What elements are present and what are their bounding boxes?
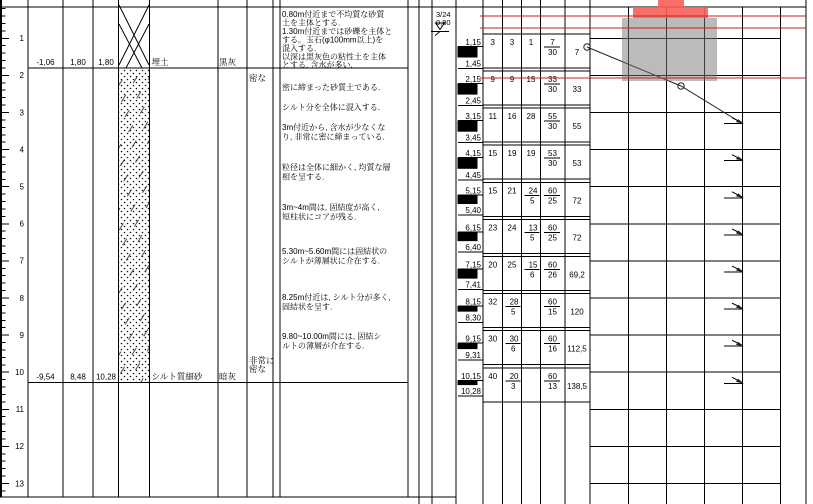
depth-label: 12 <box>15 442 24 452</box>
blow-sub-count: 6 <box>530 270 535 280</box>
blow-count: 20 <box>509 371 519 381</box>
sampler-bar <box>458 269 478 279</box>
blow-sub-count: 5 <box>530 196 535 206</box>
offscale-arrow-icon <box>724 155 744 161</box>
spt-test-row <box>458 294 591 328</box>
test-to-label: 9,31 <box>465 351 481 361</box>
blow-count: 24 <box>528 186 538 196</box>
offscale-arrow-icon <box>724 303 744 309</box>
remark-line: シルトが薄層状に介在する. <box>282 256 381 266</box>
offscale-arrow-icon <box>724 229 744 235</box>
blow-count: 19 <box>507 149 517 159</box>
blow-count: 15 <box>528 260 538 270</box>
soil-name-label: 埋土 <box>151 56 169 67</box>
blow-count: 1 <box>528 37 534 47</box>
water-tail <box>435 32 440 36</box>
test-to-label: 7,41 <box>465 280 481 290</box>
remark-line: 1.30m付近までは砂礫を主体と <box>282 27 393 36</box>
n-value: 72 <box>572 196 582 206</box>
sampler-bar <box>458 195 478 204</box>
test-from-label: 5,15 <box>465 186 481 196</box>
elevation-label: -1,06 <box>36 57 55 67</box>
blow-count: 20 <box>488 260 498 270</box>
spt-test-row <box>458 182 591 216</box>
blow-count: 11 <box>488 112 497 122</box>
depth-label: 6 <box>19 219 24 229</box>
penetration-length: 15 <box>548 307 557 317</box>
density-label: 非常に <box>249 355 275 366</box>
blow-sub-count: 3 <box>511 381 516 391</box>
thickness-label: 8,48 <box>70 372 86 382</box>
test-to-label: 6,40 <box>465 243 481 253</box>
water-date-label: 3/24 <box>436 10 451 19</box>
penetration-length: 25 <box>548 196 557 206</box>
n-value-graph <box>584 44 744 384</box>
blow-total: 60 <box>548 334 557 344</box>
blow-count: 15 <box>526 74 536 84</box>
blow-total: 55 <box>548 112 557 122</box>
penetration-length: 25 <box>548 233 557 243</box>
structure-footing-stem <box>658 0 684 7</box>
thickness-label: 1,80 <box>70 57 86 67</box>
remark-line: 固結状を呈す. <box>282 302 333 312</box>
remark-line: ルトの薄層が介在する. <box>282 341 365 351</box>
n-value: 53 <box>572 159 582 169</box>
test-to-label: 10,28 <box>460 387 481 397</box>
remark-line: 以深は黒灰色の粘性土を主体 <box>282 52 386 62</box>
spt-test-row <box>458 108 591 143</box>
depth-label: 4 <box>19 145 24 155</box>
test-from-label: 4,15 <box>465 149 481 159</box>
n-value: 112,5 <box>567 344 587 354</box>
sampler-bar <box>458 380 478 385</box>
remark-line: 混入する. <box>282 44 317 53</box>
depth-label: 10 <box>15 368 24 377</box>
spt-test-row <box>458 145 591 180</box>
remark-line: とする. 含水が多い. <box>282 60 353 70</box>
blow-total: 60 <box>548 223 557 233</box>
fill-hatch-line <box>126 24 149 68</box>
offscale-arrow-icon <box>724 118 744 124</box>
blow-total: 33 <box>548 74 557 84</box>
remark-line: り, 非常に密に締まっている. <box>282 132 385 142</box>
blow-count: 3 <box>490 37 495 47</box>
blow-count: 13 <box>528 223 538 233</box>
test-to-label: 5,40 <box>465 206 481 216</box>
test-from-label: 6,15 <box>465 223 481 233</box>
hatch-silt-dashes <box>119 68 150 383</box>
remark-line: 5.30m~5.60m間には固結状の <box>282 247 388 256</box>
remark-line: する。玉石(φ100mm以上)を <box>282 35 384 45</box>
blow-count: 3 <box>509 37 515 47</box>
n-value: 138,5 <box>566 381 588 391</box>
penetration-length: 16 <box>548 344 557 354</box>
blow-count: 15 <box>488 149 498 159</box>
soil-column <box>36 5 274 383</box>
remark-line: 8.25m付近は, シルト分が多く, <box>282 293 391 302</box>
test-from-label: 2,15 <box>465 74 481 84</box>
remark-line: 9.80~10.00m間には, 固結シ <box>282 332 382 341</box>
remark-line: シルト分を全体に混入する. <box>282 103 381 112</box>
offscale-arrow-icon <box>724 377 744 383</box>
offscale-arrow-icon <box>724 192 744 198</box>
test-to-label: 8,30 <box>465 313 481 323</box>
spt-table <box>431 10 590 402</box>
blow-count: 24 <box>507 223 517 233</box>
blow-sub-count: 6 <box>511 344 516 354</box>
elevation-label: -9,54 <box>36 372 55 382</box>
n-value: 120 <box>570 307 584 317</box>
soil-color-label: 黒灰 <box>219 56 237 67</box>
penetration-length: 26 <box>548 270 557 280</box>
fill-hatch-line <box>119 24 142 68</box>
test-from-label: 10,15 <box>460 371 481 381</box>
sampler-bar <box>458 343 478 349</box>
depth-label: 13 <box>15 479 24 489</box>
n-value: 69,2 <box>569 270 585 280</box>
blow-count: 28 <box>509 297 519 307</box>
blow-total: 7 <box>550 37 555 47</box>
water-depth-label: 0,80 <box>436 18 451 27</box>
spt-test-row <box>458 368 591 402</box>
depth-value-label: 1,80 <box>98 57 114 67</box>
water-level-icon <box>431 10 451 36</box>
remarks-column <box>282 9 392 351</box>
sampler-bar <box>458 121 478 132</box>
remark-line: 0.80m付近まで不均質な砂質 <box>282 10 385 19</box>
soil-name-label: シルト質細砂 <box>151 371 203 382</box>
sampler-bar <box>458 83 478 94</box>
remark-line: 短柱状にコアが残る. <box>282 212 357 222</box>
depth-label: 7 <box>19 256 24 266</box>
penetration-length: 30 <box>548 122 557 132</box>
depth-label: 1 <box>19 34 24 44</box>
blow-count: 23 <box>488 223 498 233</box>
blow-sub-count: 5 <box>530 233 535 243</box>
spt-test-row <box>458 256 591 290</box>
density-label: 密な <box>249 72 267 83</box>
blow-count: 19 <box>526 149 536 159</box>
blow-count: 40 <box>488 371 498 381</box>
penetration-length: 30 <box>548 159 557 169</box>
blow-count: 21 <box>507 186 517 196</box>
test-to-label: 1,45 <box>465 59 481 69</box>
blow-count: 30 <box>509 334 519 344</box>
blow-total: 60 <box>548 186 557 196</box>
test-from-label: 3,15 <box>465 112 481 122</box>
remark-line: 3m~4m間は, 固結度が高く, <box>282 203 380 212</box>
penetration-length: 30 <box>548 47 557 57</box>
depth-label: 3 <box>19 108 24 118</box>
n-value: 7 <box>574 47 580 57</box>
depth-label: 9 <box>19 330 24 340</box>
blow-count: 32 <box>488 297 498 307</box>
test-from-label: 7,15 <box>465 260 481 270</box>
depth-value-label: 10,28 <box>95 372 117 382</box>
blow-count: 9 <box>490 74 495 84</box>
blow-total: 53 <box>548 149 557 159</box>
blow-count: 16 <box>507 112 517 122</box>
n-value: 72 <box>572 233 582 243</box>
penetration-length: 13 <box>548 381 557 391</box>
blow-count: 15 <box>488 186 498 196</box>
remark-line: 密に締まった砂質土である. <box>282 83 381 92</box>
depth-scale <box>0 9 25 491</box>
sampler-bar <box>458 232 478 241</box>
offscale-arrow-icon <box>724 340 744 346</box>
blow-count: 9 <box>509 74 515 84</box>
blow-total: 60 <box>548 371 557 381</box>
blow-count: 28 <box>526 112 536 122</box>
remark-line: 相を呈する. <box>282 172 325 182</box>
sampler-bar <box>458 306 478 312</box>
offscale-arrow-icon <box>724 266 744 272</box>
n-value: 55 <box>572 122 582 132</box>
remark-line: 3m付近から, 含水が少なくな <box>282 123 386 132</box>
sampler-bar <box>458 158 478 169</box>
depth-label: 8 <box>19 293 24 303</box>
blow-count: 25 <box>507 260 517 270</box>
test-to-label: 2,45 <box>465 96 481 106</box>
test-to-label: 4,45 <box>465 170 481 180</box>
test-from-label: 8,15 <box>465 297 481 307</box>
test-from-label: 1,15 <box>465 37 481 47</box>
test-to-label: 3,45 <box>465 133 481 143</box>
depth-label: 11 <box>15 405 24 415</box>
blow-total: 60 <box>548 297 557 307</box>
density-label: 密な <box>249 364 267 375</box>
depth-label: 5 <box>19 182 24 192</box>
spt-test-row <box>458 219 591 253</box>
test-from-label: 9,15 <box>465 334 481 344</box>
spt-test-row <box>458 71 591 106</box>
spt-test-row <box>458 331 591 365</box>
blow-count: 30 <box>488 334 498 344</box>
remark-line: 粒径は全体に細かく, 均質な層 <box>282 163 391 172</box>
penetration-length: 30 <box>548 84 557 94</box>
depth-label: 2 <box>19 71 24 81</box>
sampler-bar <box>458 46 478 57</box>
blow-total: 60 <box>548 260 557 270</box>
remark-line: 土を主体とする. <box>282 18 341 28</box>
n-value: 33 <box>572 84 582 94</box>
soil-color-label: 暗灰 <box>219 371 237 382</box>
blow-sub-count: 5 <box>511 307 516 317</box>
spt-test-row <box>458 34 591 69</box>
